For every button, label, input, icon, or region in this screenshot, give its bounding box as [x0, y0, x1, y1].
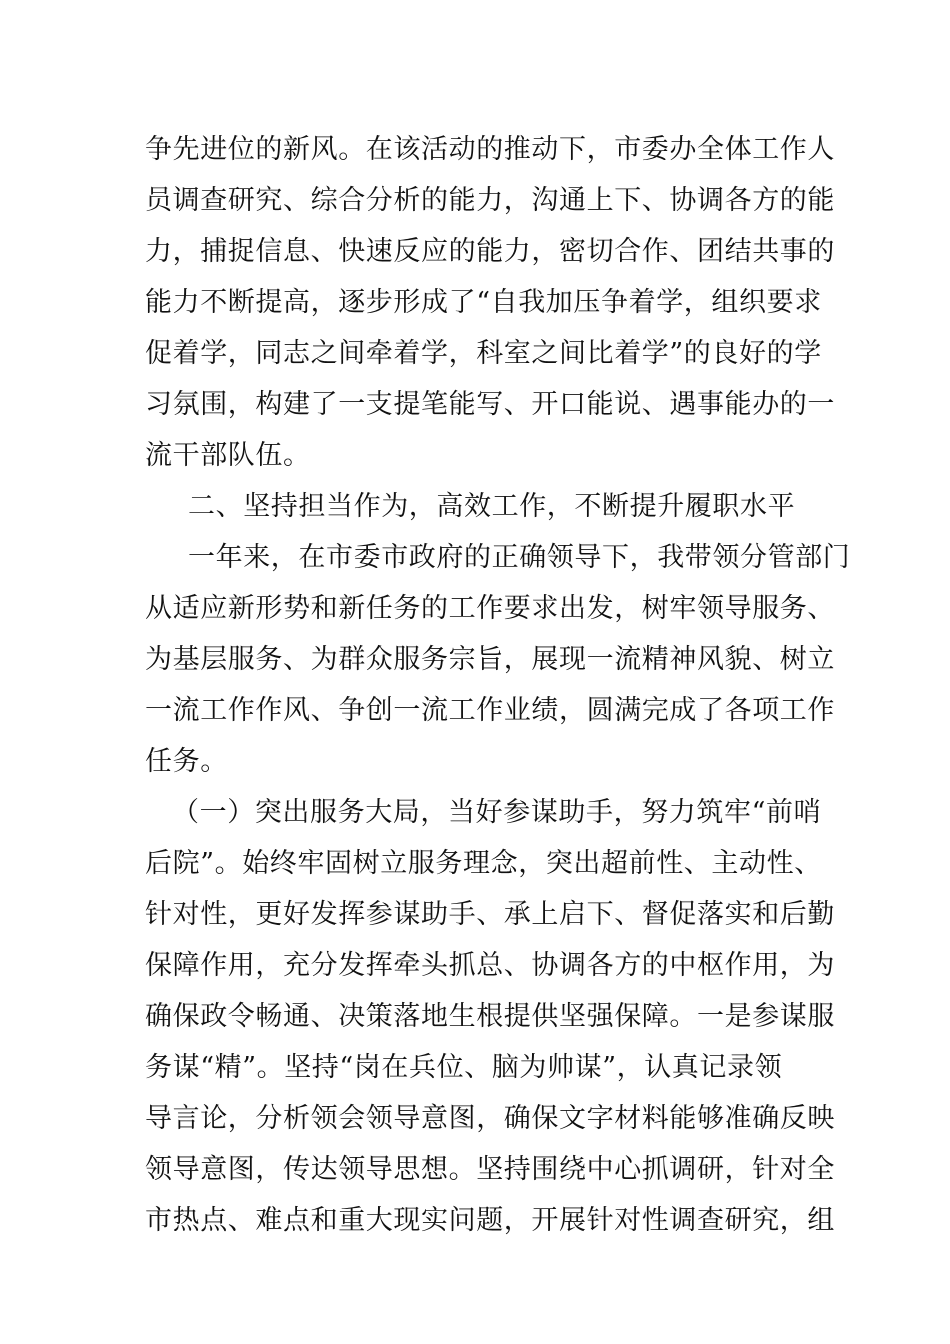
text-line: 后院”。始终牢固树立服务理念，突出超前性、主动性、 [145, 848, 822, 879]
text-line: 保障作用，充分发挥牵头抓总、协调各方的中枢作用，为 [145, 950, 835, 981]
text-line: 任务。 [145, 746, 228, 777]
text-line: 导言论，分析领会领导意图，确保文字材料能够准确反映 [145, 1103, 835, 1134]
section-heading: 二、坚持担当作为，高效工作，不断提升履职水平 [188, 491, 796, 522]
text-line: 务谋“精”。坚持“岗在兵位、脑为帅谋”，认真记录领 [145, 1052, 783, 1083]
text-line: 流干部队伍。 [145, 440, 311, 471]
text-line: 一流工作作风、争创一流工作业绩，圆满完成了各项工作 [145, 695, 835, 726]
text-line: 领导意图，传达领导思想。坚持围绕中心抓调研，针对全 [145, 1154, 835, 1185]
text-line: 能力不断提高，逐步形成了“自我加压争着学，组织要求 [145, 287, 822, 318]
text-line: 促着学，同志之间牵着学，科室之间比着学”的良好的学 [145, 338, 822, 369]
text-line: 习氛围，构建了一支提笔能写、开口能说、遇事能办的一 [145, 389, 835, 420]
text-line: 员调查研究、综合分析的能力，沟通上下、协调各方的能 [145, 185, 835, 216]
subsection-heading: （一）突出服务大局，当好参谋助手，努力筑牢“前哨 [172, 797, 822, 828]
text-line: 力，捕捉信息、快速反应的能力，密切合作、团结共事的 [145, 236, 835, 267]
text-line: 从适应新形势和新任务的工作要求出发，树牢领导服务、 [145, 593, 835, 624]
text-line: 针对性，更好发挥参谋助手、承上启下、督促落实和后勤 [145, 899, 835, 930]
text-line: 一年来，在市委市政府的正确领导下，我带领分管部门 [188, 542, 851, 573]
text-line: 为基层服务、为群众服务宗旨，展现一流精神风貌、树立 [145, 644, 835, 675]
text-line: 争先进位的新风。在该活动的推动下，市委办全体工作人 [145, 134, 835, 165]
text-line: 确保政令畅通、决策落地生根提供坚强保障。一是参谋服 [145, 1001, 835, 1032]
text-line: 市热点、难点和重大现实问题，开展针对性调查研究，组 [145, 1205, 835, 1236]
